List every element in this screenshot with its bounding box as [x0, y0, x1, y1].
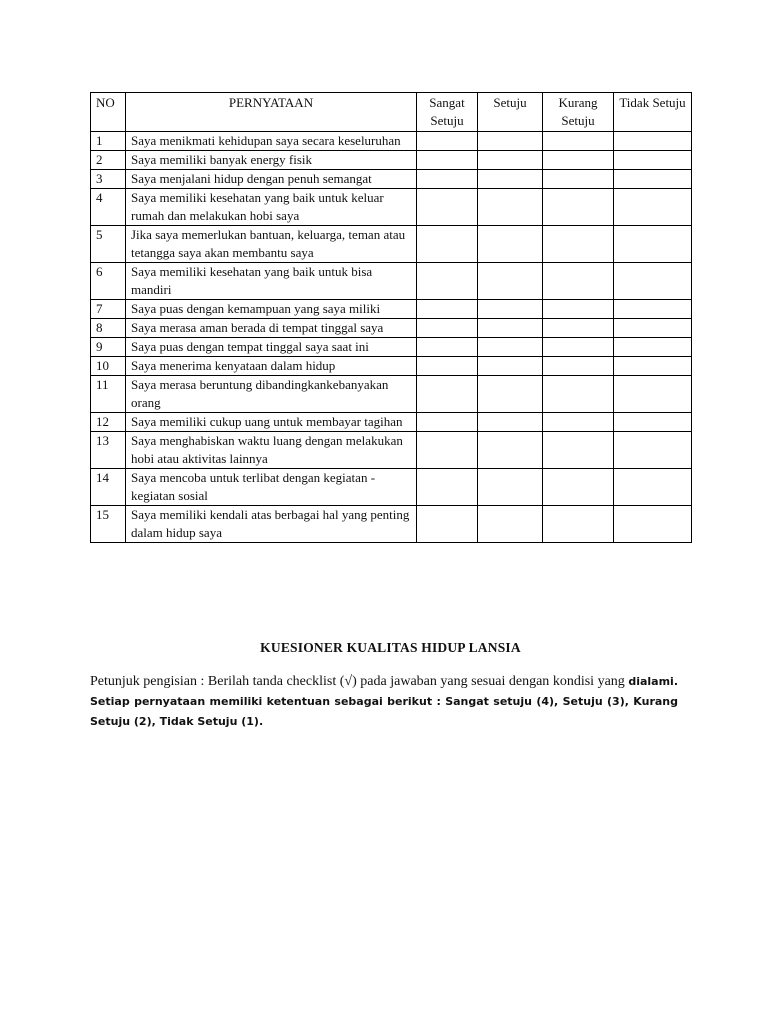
answer-cell-tidak-setuju[interactable]: [614, 263, 692, 300]
row-number: 3: [91, 170, 126, 189]
answer-cell-kurang-setuju[interactable]: [543, 189, 614, 226]
answer-cell-tidak-setuju[interactable]: [614, 151, 692, 170]
statement-text: Saya memiliki banyak energy fisik: [126, 151, 417, 170]
document-title: KUESIONER KUALITAS HIDUP LANSIA: [260, 640, 521, 655]
statement-text: Saya menjalani hidup dengan penuh semangat: [126, 170, 417, 189]
row-number: 8: [91, 319, 126, 338]
statement-text: Saya menikmati kehidupan saya secara keseluruhan: [126, 132, 417, 151]
answer-cell-sangat-setuju[interactable]: [417, 338, 478, 357]
answer-cell-tidak-setuju[interactable]: [614, 357, 692, 376]
answer-cell-sangat-setuju[interactable]: [417, 413, 478, 432]
answer-cell-setuju[interactable]: [478, 432, 543, 469]
answer-cell-kurang-setuju[interactable]: [543, 469, 614, 506]
table-header-row: [91, 93, 692, 132]
answer-cell-sangat-setuju[interactable]: [417, 357, 478, 376]
answer-cell-tidak-setuju[interactable]: [614, 432, 692, 469]
header-statement: PERNYATAAN: [126, 93, 417, 132]
row-number: 4: [91, 189, 126, 226]
row-number: 1: [91, 132, 126, 151]
header-sangat-setuju: Sangat Setuju: [417, 93, 478, 132]
row-number: 7: [91, 300, 126, 319]
answer-cell-sangat-setuju[interactable]: [417, 226, 478, 263]
statement-text: Saya mencoba untuk terlibat dengan kegiatan - kegiatan sosial: [126, 469, 417, 506]
answer-cell-kurang-setuju[interactable]: [543, 413, 614, 432]
table-row: [91, 132, 692, 151]
answer-cell-sangat-setuju[interactable]: [417, 170, 478, 189]
answer-cell-setuju[interactable]: [478, 170, 543, 189]
answer-cell-tidak-setuju[interactable]: [614, 132, 692, 151]
answer-cell-setuju[interactable]: [478, 132, 543, 151]
answer-cell-kurang-setuju[interactable]: [543, 506, 614, 543]
row-number: 9: [91, 338, 126, 357]
statement-text: Saya menerima kenyataan dalam hidup: [126, 357, 417, 376]
answer-cell-sangat-setuju[interactable]: [417, 189, 478, 226]
answer-cell-setuju[interactable]: [478, 413, 543, 432]
answer-cell-tidak-setuju[interactable]: [614, 170, 692, 189]
answer-cell-sangat-setuju[interactable]: [417, 132, 478, 151]
answer-cell-kurang-setuju[interactable]: [543, 300, 614, 319]
answer-cell-tidak-setuju[interactable]: [614, 189, 692, 226]
answer-cell-kurang-setuju[interactable]: [543, 319, 614, 338]
answer-cell-tidak-setuju[interactable]: [614, 469, 692, 506]
answer-cell-setuju[interactable]: [478, 226, 543, 263]
row-number: 6: [91, 263, 126, 300]
answer-cell-setuju[interactable]: [478, 151, 543, 170]
answer-cell-kurang-setuju[interactable]: [543, 226, 614, 263]
answer-cell-setuju[interactable]: [478, 189, 543, 226]
answer-cell-setuju[interactable]: [478, 506, 543, 543]
answer-cell-kurang-setuju[interactable]: [543, 376, 614, 413]
answer-cell-sangat-setuju[interactable]: [417, 432, 478, 469]
row-number: 11: [91, 376, 126, 413]
table-row: [91, 226, 692, 263]
answer-cell-sangat-setuju[interactable]: [417, 506, 478, 543]
instructions-bold-text: dialami. Setiap pernyataan memiliki ketentuan sebagai berikut : Sangat setuju (4), Setuju (3), Kurang Setuju (2), Tidak Setuju (1).: [90, 675, 678, 728]
answer-cell-setuju[interactable]: [478, 300, 543, 319]
statement-text: Saya memiliki kendali atas berbagai hal yang penting dalam hidup saya: [126, 506, 417, 543]
header-setuju: Setuju: [478, 93, 543, 132]
answer-cell-tidak-setuju[interactable]: [614, 413, 692, 432]
answer-cell-kurang-setuju[interactable]: [543, 151, 614, 170]
answer-cell-tidak-setuju[interactable]: [614, 376, 692, 413]
statement-text: Saya merasa beruntung dibandingkankebanyakan orang: [126, 376, 417, 413]
answer-cell-sangat-setuju[interactable]: [417, 263, 478, 300]
answer-cell-kurang-setuju[interactable]: [543, 170, 614, 189]
table-row: [91, 189, 692, 226]
answer-cell-setuju[interactable]: [478, 338, 543, 357]
answer-cell-kurang-setuju[interactable]: [543, 263, 614, 300]
table-row: [91, 151, 692, 170]
table-row: [91, 376, 692, 413]
row-number: 14: [91, 469, 126, 506]
answer-cell-sangat-setuju[interactable]: [417, 469, 478, 506]
table-row: [91, 319, 692, 338]
header-no: NO: [91, 93, 126, 132]
table-body: [91, 132, 692, 543]
header-tidak-setuju: Tidak Setuju: [614, 93, 692, 132]
answer-cell-kurang-setuju[interactable]: [543, 432, 614, 469]
table-row: [91, 300, 692, 319]
instructions-paragraph: [90, 672, 678, 732]
answer-cell-kurang-setuju[interactable]: [543, 357, 614, 376]
row-number: 12: [91, 413, 126, 432]
answer-cell-setuju[interactable]: [478, 319, 543, 338]
answer-cell-kurang-setuju[interactable]: [543, 338, 614, 357]
answer-cell-tidak-setuju[interactable]: [614, 226, 692, 263]
statement-text: Jika saya memerlukan bantuan, keluarga, teman atau tetangga saya akan membantu saya: [126, 226, 417, 263]
row-number: 2: [91, 151, 126, 170]
row-number: 5: [91, 226, 126, 263]
answer-cell-setuju[interactable]: [478, 263, 543, 300]
answer-cell-tidak-setuju[interactable]: [614, 319, 692, 338]
answer-cell-sangat-setuju[interactable]: [417, 319, 478, 338]
answer-cell-setuju[interactable]: [478, 376, 543, 413]
answer-cell-sangat-setuju[interactable]: [417, 300, 478, 319]
table-row: [91, 413, 692, 432]
statement-text: Saya memiliki cukup uang untuk membayar tagihan: [126, 413, 417, 432]
answer-cell-setuju[interactable]: [478, 357, 543, 376]
answer-cell-sangat-setuju[interactable]: [417, 376, 478, 413]
table-row: [91, 170, 692, 189]
answer-cell-kurang-setuju[interactable]: [543, 132, 614, 151]
statement-text: Saya puas dengan kemampuan yang saya miliki: [126, 300, 417, 319]
table-row: [91, 469, 692, 506]
questionnaire-table: [90, 92, 692, 543]
table-row: [91, 357, 692, 376]
answer-cell-setuju[interactable]: [478, 469, 543, 506]
answer-cell-tidak-setuju[interactable]: [614, 300, 692, 319]
row-number: 13: [91, 432, 126, 469]
statement-text: Saya menghabiskan waktu luang dengan melakukan hobi atau aktivitas lainnya: [126, 432, 417, 469]
table-row: [91, 338, 692, 357]
answer-cell-sangat-setuju[interactable]: [417, 151, 478, 170]
answer-cell-tidak-setuju[interactable]: [614, 338, 692, 357]
header-kurang-setuju: Kurang Setuju: [543, 93, 614, 132]
statement-text: Saya memiliki kesehatan yang baik untuk bisa mandiri: [126, 263, 417, 300]
row-number: 10: [91, 357, 126, 376]
statement-text: Saya memiliki kesehatan yang baik untuk keluar rumah dan melakukan hobi saya: [126, 189, 417, 226]
statement-text: Saya puas dengan tempat tinggal saya saat ini: [126, 338, 417, 357]
instructions-text: Petunjuk pengisian : Berilah tanda checklist (√) pada jawaban yang sesuai dengan kondisi yang: [90, 674, 629, 689]
answer-cell-tidak-setuju[interactable]: [614, 506, 692, 543]
table-row: [91, 263, 692, 300]
table-row: [91, 506, 692, 543]
table-row: [91, 432, 692, 469]
row-number: 15: [91, 506, 126, 543]
statement-text: Saya merasa aman berada di tempat tinggal saya: [126, 319, 417, 338]
